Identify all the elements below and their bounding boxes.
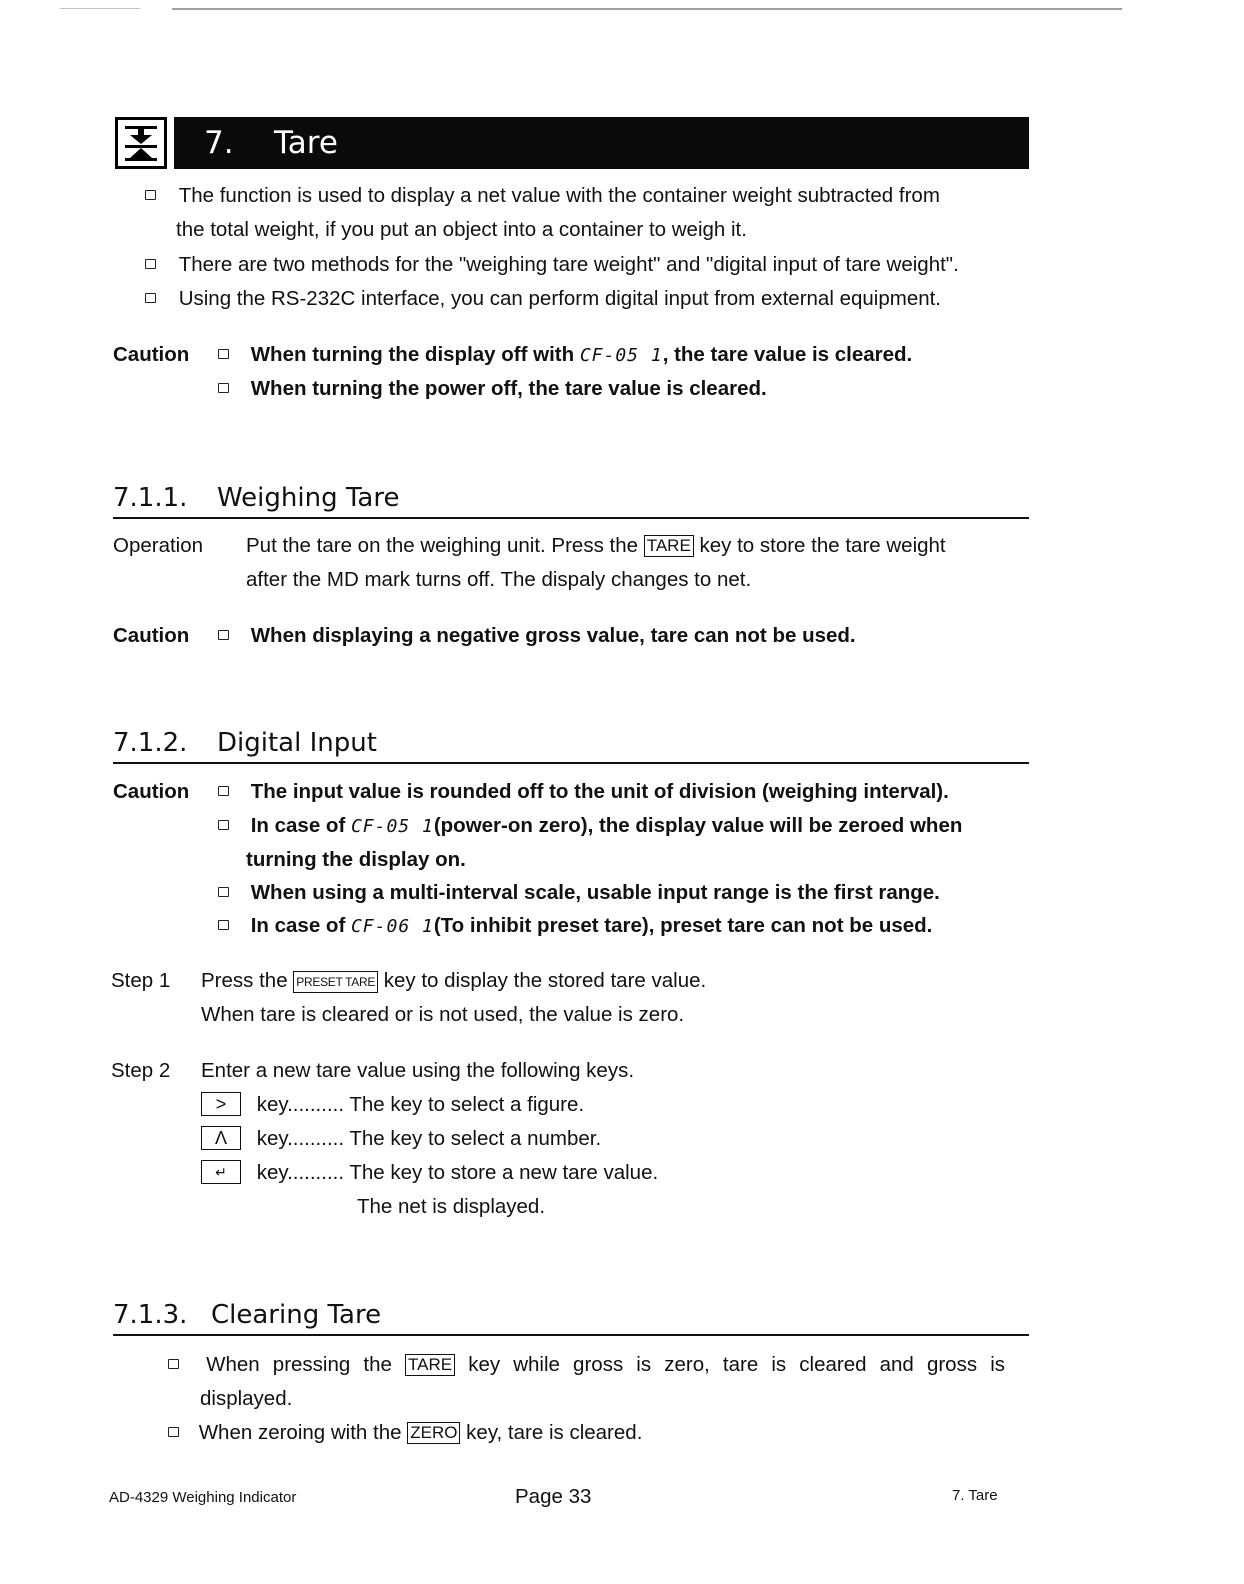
clearing-bullet-2: When zeroing with the ZERO key, tare is cleared.: [168, 1416, 642, 1450]
caution-item-1: The input value is rounded off to the unit of division (weighing interval).: [218, 775, 949, 809]
bullet-icon: [218, 383, 229, 393]
caution-item-3: When using a multi-interval scale, usable input range is the first range.: [218, 876, 940, 910]
section-heading-7-1-2: 7.1.2. Digital Input: [113, 726, 1029, 764]
bullet-icon: [168, 1427, 179, 1437]
operation-text-cont: after the MD mark turns off. The dispaly changes to net.: [246, 568, 752, 591]
intro-bullet-1: [145, 179, 940, 213]
step-1-text: Press the PRESET TARE key to display the stored tare value.: [201, 969, 707, 992]
section-heading-7-1-1: 7.1.1. Weighing Tare: [113, 481, 1029, 519]
chapter-header: [115, 115, 1029, 170]
intro-text-cont: the total weight, if you put an object into a container to weigh it.: [176, 218, 747, 241]
bullet-icon: [145, 190, 156, 200]
step-1-text-cont: When tare is cleared or is not used, the value is zero.: [201, 1003, 685, 1026]
intro-text: The function is used to display a net value with the container weight subtracted from: [178, 184, 940, 207]
enter-key-icon: ↵: [201, 1160, 241, 1184]
net-displayed-text: The net is displayed.: [357, 1195, 546, 1218]
caution-label: Caution: [113, 780, 190, 803]
preset-tare-key: PRESET TARE: [293, 971, 378, 993]
intro-text: Using the RS-232C interface, you can perform digital input from external equipment.: [178, 287, 942, 310]
top-border-line: [172, 8, 1122, 10]
caution-item-2: In case of CF-05 1(power-on zero), the display value will be zeroed when: [218, 809, 962, 844]
chapter-number: 7.: [204, 124, 234, 161]
caution-item-4: In case of CF-06 1(To inhibit preset tare), preset tare can not be used.: [218, 909, 932, 944]
clearing-bullet-1: When pressing the TARE key while gross is zero, tare is cleared and gross is: [168, 1348, 1005, 1382]
caution-label: Caution: [113, 624, 190, 647]
tare-icon: [115, 117, 167, 169]
key-row-number: Λ key.......... The key to select a number.: [201, 1122, 601, 1156]
bullet-icon: [218, 786, 229, 796]
key-row-figure: > key.......... The key to select a figure.: [201, 1088, 584, 1122]
bullet-icon: [145, 259, 156, 269]
intro-bullet-2: [145, 248, 959, 282]
tare-key: TARE: [644, 535, 694, 557]
chapter-title: Tare: [274, 124, 338, 161]
bullet-icon: [218, 630, 229, 640]
chapter-title-band: [174, 117, 1029, 169]
section-heading-7-1-3: 7.1.3. Clearing Tare: [113, 1298, 1029, 1336]
footer-page-number: Page 33: [515, 1485, 592, 1508]
bullet-icon: [168, 1359, 179, 1369]
bullet-icon: [218, 820, 229, 830]
step-1-label: Step 1: [111, 969, 171, 992]
zero-key: ZERO: [407, 1422, 460, 1444]
bullet-icon: [218, 920, 229, 930]
bullet-icon: [218, 887, 229, 897]
right-arrow-key-icon: >: [201, 1092, 241, 1116]
bullet-icon: [218, 349, 229, 359]
intro-bullet-3: [145, 282, 941, 316]
tare-key: TARE: [405, 1354, 455, 1376]
up-arrow-key-icon: Λ: [201, 1126, 241, 1150]
lcd-code: CF-05 1: [350, 816, 434, 837]
footer-chapter: 7. Tare: [952, 1487, 998, 1504]
caution-item-1: When turning the display off with CF-05 1, the tare value is cleared.: [218, 338, 912, 373]
lcd-code: CF-05 1: [579, 345, 663, 366]
caution-label: Caution: [113, 343, 190, 366]
clearing-bullet-1-cont: displayed.: [200, 1387, 293, 1410]
caution-item: When displaying a negative gross value, tare can not be used.: [218, 619, 856, 653]
caution-item-2-cont: turning the display on.: [246, 848, 466, 871]
footer-document-name: AD-4329 Weighing Indicator: [109, 1489, 297, 1506]
key-row-enter: ↵ key.......... The key to store a new tare value.: [201, 1156, 658, 1190]
caution-item-2: When turning the power off, the tare value is cleared.: [218, 372, 767, 406]
step-2-text: Enter a new tare value using the following keys.: [201, 1059, 635, 1082]
bullet-icon: [145, 293, 156, 303]
intro-text: There are two methods for the "weighing tare weight" and "digital input of tare weight".: [178, 253, 959, 276]
scan-artifact-line: [60, 8, 140, 9]
operation-label: Operation: [113, 534, 204, 557]
operation-text: Put the tare on the weighing unit. Press the TARE key to store the tare weight: [246, 534, 946, 557]
step-2-label: Step 2: [111, 1059, 171, 1082]
lcd-code: CF-06 1: [350, 916, 434, 937]
